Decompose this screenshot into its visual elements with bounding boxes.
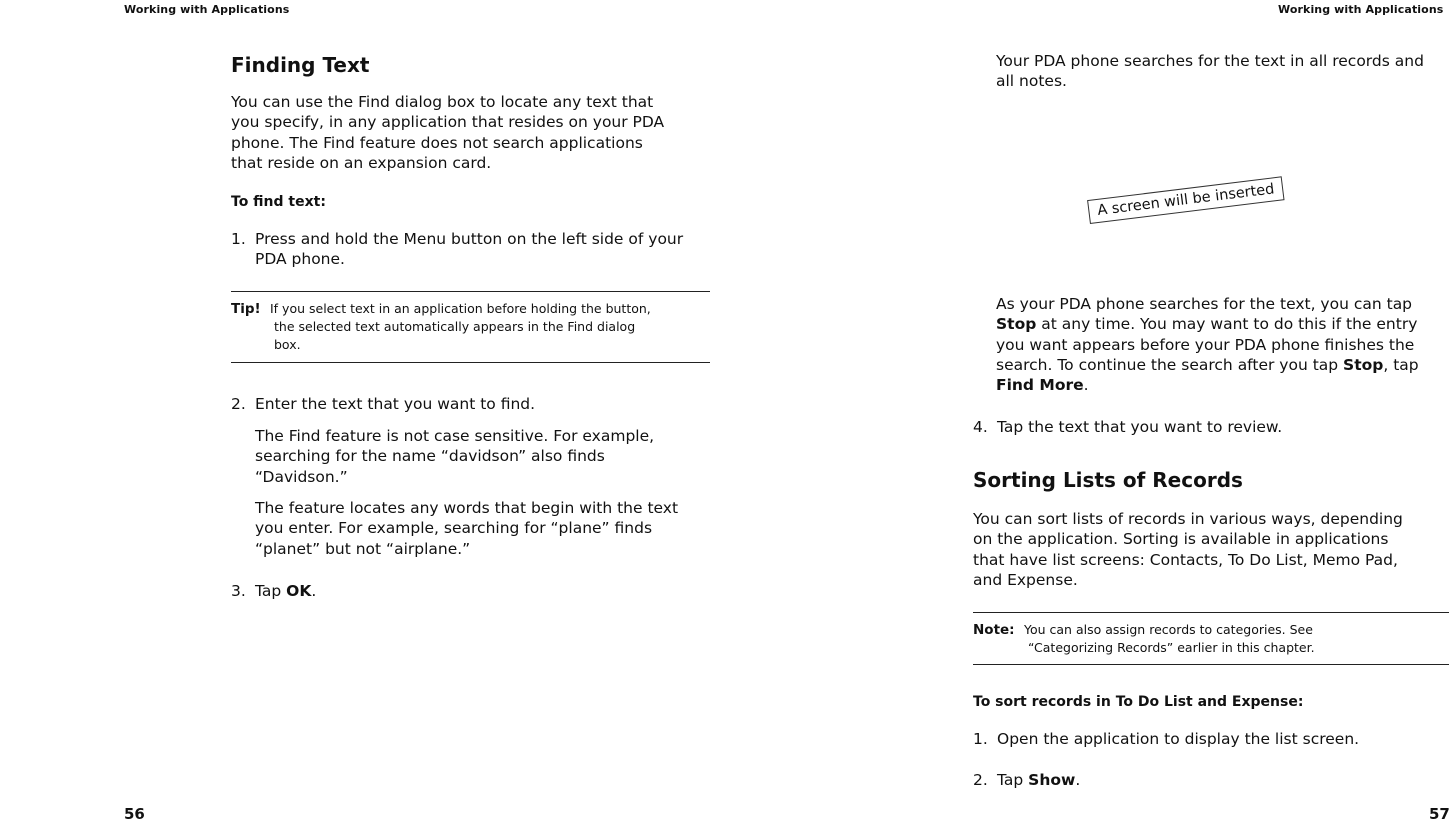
- page-number-left: 56: [124, 805, 145, 823]
- para-line: As your PDA phone searches for the text, you can tap: [996, 295, 1413, 313]
- para-text: .: [1083, 376, 1089, 395]
- show-term: Show: [1028, 771, 1076, 789]
- note-line: You can also assign records to categories. See: [1024, 622, 1313, 637]
- para-line: [996, 375, 1419, 395]
- finding-text-intro: [231, 92, 664, 173]
- step-text: Open the application to display the list screen.: [997, 730, 1360, 748]
- para-line: You can sort lists of records in various ways, depending: [973, 510, 1403, 528]
- intro-line: you specify, in any application that resides on your PDA: [231, 113, 665, 132]
- para-line: and Expense.: [973, 570, 1078, 589]
- para-text: , tap: [1383, 355, 1419, 374]
- step-text-prefix: Tap: [255, 582, 287, 600]
- note-label: Note:: [973, 622, 1015, 638]
- step-text-prefix: Tap: [997, 771, 1029, 789]
- step-number: 2.: [973, 771, 988, 789]
- step-text: Enter the text that you want to find.: [255, 395, 536, 413]
- step-number: 2.: [231, 395, 246, 413]
- step-number: 1.: [231, 230, 246, 248]
- continuation-paragraph: [996, 51, 1424, 92]
- step-text: [997, 770, 1080, 790]
- para-text: search. To continue the search after you tap: [996, 355, 1344, 374]
- intro-line: phone. The Find feature does not search applications: [231, 133, 643, 152]
- tip-line: box.: [274, 337, 301, 352]
- heading-sorting-lists: Sorting Lists of Records: [973, 468, 1243, 492]
- step-number: 4.: [973, 418, 988, 436]
- note-line: “Categorizing Records” earlier in this chapter.: [1028, 640, 1315, 655]
- tip-line: the selected text automatically appears in the Find dialog: [274, 319, 636, 334]
- step-1: [231, 229, 711, 273]
- intro-line: You can use the Find dialog box to locate any text that: [231, 93, 654, 111]
- ok-term: OK: [286, 582, 312, 600]
- step-line: Press and hold the Menu button on the left side of your: [255, 230, 684, 248]
- tip-rule-top: [231, 291, 710, 292]
- search-paragraph: [996, 294, 1419, 395]
- tip-line: If you select text in an application before holding the button,: [270, 301, 651, 316]
- para-line: on the application. Sorting is available in applications: [973, 530, 1389, 549]
- step-number: 1.: [973, 730, 988, 748]
- sorting-intro: [973, 509, 1403, 590]
- step-2-para-2: [255, 498, 678, 559]
- procedure-title-find: To find text:: [231, 194, 326, 210]
- find-more-term: Find More: [996, 376, 1084, 395]
- step-text: [255, 229, 683, 270]
- running-head-left: Working with Applications: [124, 3, 290, 16]
- para-line: searching for the name “davidson” also finds: [255, 447, 605, 466]
- para-line: “planet” but not “airplane.”: [255, 539, 471, 558]
- para-text: at any time. You may want to do this if the entry: [1036, 315, 1418, 334]
- step-number: 3.: [231, 582, 246, 600]
- screen-placeholder: A screen will be inserted: [1087, 176, 1285, 224]
- step-text-suffix: .: [1075, 771, 1081, 789]
- note-rule-top: [973, 612, 1449, 613]
- page-number-right: 57: [1429, 805, 1450, 823]
- step-text-suffix: .: [311, 582, 317, 600]
- para-line: all notes.: [996, 72, 1067, 91]
- para-line: you want appears before your PDA phone finishes the: [996, 335, 1415, 354]
- note-text: [1024, 621, 1315, 657]
- step-3: [231, 581, 711, 605]
- stop-term: Stop: [996, 315, 1037, 334]
- step-text: [255, 581, 316, 601]
- intro-line: that reside on an expansion card.: [231, 153, 492, 172]
- stop-term: Stop: [1343, 355, 1384, 374]
- para-line: you enter. For example, searching for “plane” finds: [255, 519, 653, 538]
- para-line: [996, 314, 1419, 334]
- step-line: PDA phone.: [255, 250, 345, 269]
- step-2-para-1: [255, 426, 654, 487]
- step-text: Tap the text that you want to review.: [997, 418, 1283, 436]
- step-4: [973, 417, 1443, 441]
- para-line: Your PDA phone searches for the text in all records and: [996, 52, 1424, 70]
- para-line: “Davidson.”: [255, 467, 348, 486]
- running-head-right: Working with Applications: [1278, 3, 1444, 16]
- sort-step-1: [973, 729, 1443, 753]
- para-line: The Find feature is not case sensitive. For example,: [255, 427, 655, 445]
- tip-rule-bottom: [231, 362, 710, 363]
- procedure-title-sort: To sort records in To Do List and Expense:: [973, 694, 1304, 710]
- heading-finding-text: Finding Text: [231, 53, 370, 77]
- tip-text: [270, 300, 651, 354]
- sort-step-2: [973, 770, 1443, 794]
- tip-label: Tip!: [231, 301, 261, 317]
- para-line: [996, 355, 1419, 375]
- note-rule-bottom: [973, 664, 1449, 665]
- para-line: that have list screens: Contacts, To Do List, Memo Pad,: [973, 550, 1398, 569]
- step-2: [231, 394, 711, 418]
- para-line: The feature locates any words that begin with the text: [255, 499, 679, 517]
